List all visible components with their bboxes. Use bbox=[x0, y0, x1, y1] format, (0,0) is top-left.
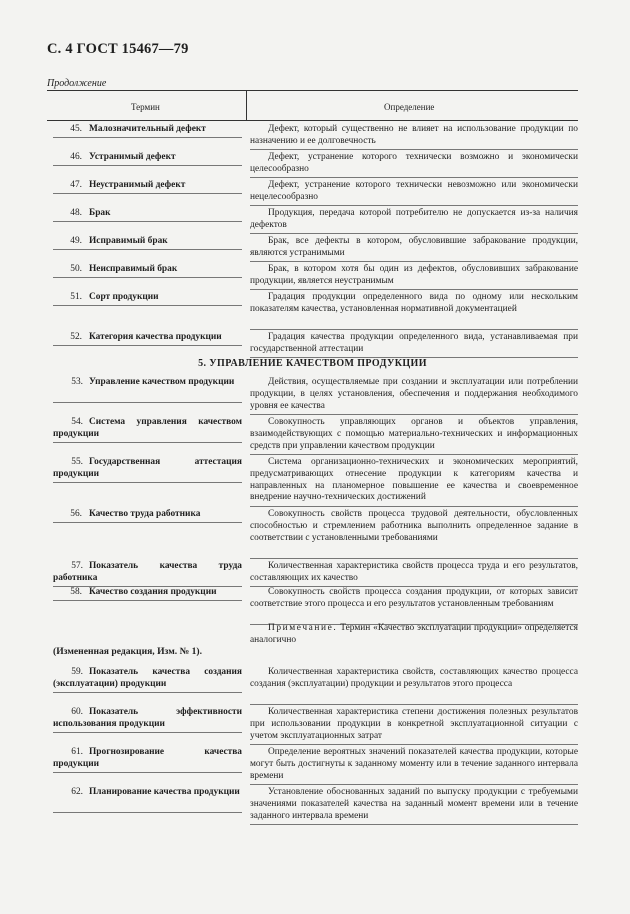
term-name: Государственная аттестация продукции bbox=[53, 457, 242, 479]
term-definition: Брак, все дефекты в котором, обусловившие забракование продукции, являются устранимыми bbox=[250, 236, 578, 258]
term-number: 58. bbox=[70, 587, 82, 597]
continuation-label: Продолжение bbox=[47, 78, 107, 89]
term-definition: Совокупность управляющих органов и объектов управления, взаимодействующих с помощью материально-технических и информационных средств при управлении качеством продукции bbox=[250, 417, 578, 451]
term-divider bbox=[53, 732, 242, 733]
row-divider bbox=[250, 329, 578, 330]
term-name: Неисправимый брак bbox=[89, 264, 178, 274]
term-name: Показатель качества создания (эксплуатации) продукции bbox=[53, 667, 242, 689]
term-definition: Определение вероятных значений показателей качества продукции, которые могут быть достигнуты к заданному моменту или в течение заданного интервала времени bbox=[250, 747, 578, 781]
term-definition: Дефект, устранение которого технически невозможно или экономически нецелесообразно bbox=[250, 180, 578, 202]
term-name: Неустранимый дефект bbox=[89, 180, 186, 190]
note-block bbox=[250, 623, 578, 647]
term-name: Качество создания продукции bbox=[89, 587, 217, 597]
term-definition: Система организационно-технических и экономических мероприятий, предусматривающих отнесение продукции к категориям качества и направленных на планомерное повышение ее качества и своевременное внедрение научно-технических достижений bbox=[250, 457, 578, 503]
row-divider bbox=[250, 261, 578, 262]
term-number: 56. bbox=[70, 509, 82, 519]
table-top-rule bbox=[47, 90, 578, 91]
row-divider bbox=[250, 506, 578, 507]
term-divider bbox=[53, 221, 242, 222]
term-name: Исправимый брак bbox=[89, 236, 168, 246]
row-divider bbox=[250, 558, 578, 559]
term-definition: Дефект, устранение которого технически возможно и экономически целесообразно bbox=[250, 152, 578, 174]
row-divider bbox=[250, 149, 578, 150]
term-name: Система управления качеством продукции bbox=[53, 417, 242, 439]
term-definition: Дефект, который существенно не влияет на использование продукции по назначению и ее долговечность bbox=[250, 124, 578, 146]
term-number-inline: 61. bbox=[71, 747, 83, 757]
row-divider bbox=[250, 357, 578, 358]
amendment-note: (Измененная редакция, Изм. № 1). bbox=[53, 646, 203, 657]
column-divider bbox=[246, 90, 247, 121]
page-header: С. 4 ГОСТ 15467—79 bbox=[47, 41, 189, 57]
term-number: 52. bbox=[70, 332, 82, 342]
term-definition: Установление обоснованных заданий по выпуску продукции с требуемыми значениями показателей качества на заданный момент времени или в течение заданного интервала времени bbox=[250, 787, 578, 821]
term-definition: Градация продукции определенного вида по одному или нескольким показателям качества, установленная нормативной документацией bbox=[250, 292, 578, 314]
term-definition: Продукция, передача которой потребителю не допускается из-за наличия дефектов bbox=[250, 208, 578, 230]
term-divider bbox=[53, 600, 242, 601]
row-divider bbox=[250, 177, 578, 178]
term-divider bbox=[53, 402, 242, 403]
row-divider bbox=[250, 784, 578, 785]
term-number: 47. bbox=[70, 180, 82, 190]
table-header-rule bbox=[47, 120, 578, 121]
term-divider bbox=[53, 345, 242, 346]
term-divider bbox=[53, 249, 242, 250]
column-header-definition: Определение bbox=[384, 102, 435, 112]
term-name: Показатель качества труда работника bbox=[53, 561, 242, 583]
term-number: 50. bbox=[70, 264, 82, 274]
term-divider bbox=[53, 193, 242, 194]
term-name: Качество труда работника bbox=[89, 509, 201, 519]
term-number-inline: 53. bbox=[71, 377, 83, 387]
term-name: Планирование качества продукции bbox=[89, 787, 240, 797]
term-definition: Брак, в котором хотя бы один из дефектов, обусловивших забракование продукции, является неустранимым bbox=[250, 264, 578, 286]
row-divider bbox=[250, 414, 578, 415]
term-divider bbox=[53, 305, 242, 306]
term-number: 51. bbox=[70, 292, 82, 302]
term-definition: Действия, осуществляемые при создании и эксплуатации или потреблении продукции, в целях установления, обеспечения и поддержания необходимого уровня ее качества bbox=[250, 377, 578, 411]
term-definition: Количественная характеристика свойств, составляющих качество процесса создания (эксплуатации) продукции и результатов этого процесса bbox=[250, 667, 578, 689]
row-divider bbox=[250, 744, 578, 745]
term-number-inline: 60. bbox=[71, 707, 83, 717]
term-definition: Совокупность свойств процесса трудовой деятельности, обусловленных способностью и стремлением работника выполнить определенное задание в соответствии с установленными требованиями bbox=[250, 509, 578, 543]
term-divider bbox=[53, 482, 242, 483]
term-definition: Количественная характеристика свойств процесса труда и его результатов, составляющих их качество bbox=[250, 561, 578, 583]
row-divider bbox=[250, 289, 578, 290]
term-name: Категория качества продукции bbox=[89, 332, 222, 342]
term-divider bbox=[53, 165, 242, 166]
term-number: 45. bbox=[70, 124, 82, 134]
term-name: Малозначительный дефект bbox=[89, 124, 206, 134]
term-divider bbox=[53, 812, 242, 813]
term-name: Управление качеством продукции bbox=[89, 377, 235, 387]
term-name: Устранимый дефект bbox=[89, 152, 176, 162]
term-number: 46. bbox=[70, 152, 82, 162]
note-label: Примечание. bbox=[268, 623, 338, 633]
term-name: Брак bbox=[89, 208, 111, 218]
term-definition: Совокупность свойств процесса создания продукции, от которых зависит соответствие этого процесса и его результатов установленным требованиям bbox=[250, 587, 578, 609]
term-number: 48. bbox=[70, 208, 82, 218]
term-number-inline: 62. bbox=[71, 787, 83, 797]
row-divider bbox=[250, 704, 578, 705]
term-number-inline: 54. bbox=[71, 417, 83, 427]
term-divider bbox=[53, 692, 242, 693]
term-number: 49. bbox=[70, 236, 82, 246]
term-number-inline: 55. bbox=[71, 457, 83, 467]
term-number-inline: 59. bbox=[71, 667, 83, 677]
term-name: Сорт продукции bbox=[89, 292, 159, 302]
term-number-inline: 57. bbox=[71, 561, 83, 571]
term-divider bbox=[53, 772, 242, 773]
note-text: Термин «Качество эксплуатации продукции» определяется аналогично bbox=[250, 623, 578, 645]
row-divider bbox=[250, 233, 578, 234]
term-definition: Градация качества продукции определенного вида, устанавливаемая при государственной аттестации bbox=[250, 332, 578, 354]
term-divider bbox=[53, 137, 242, 138]
term-divider bbox=[53, 522, 242, 523]
column-header-term: Термин bbox=[131, 102, 160, 112]
term-divider bbox=[53, 277, 242, 278]
row-divider bbox=[250, 824, 578, 825]
row-divider bbox=[250, 205, 578, 206]
term-divider bbox=[53, 442, 242, 443]
section-title: 5. УПРАВЛЕНИЕ КАЧЕСТВОМ ПРОДУКЦИИ bbox=[198, 358, 427, 369]
term-definition: Количественная характеристика степени достижения полезных результатов при использовании продукции в конкретной эксплуатационной ситуации с учетом эксплуатационных затрат bbox=[250, 707, 578, 741]
term-name: Прогнозирование качества продукции bbox=[53, 747, 242, 769]
row-divider bbox=[250, 454, 578, 455]
term-name: Показатель эффективности использования продукции bbox=[53, 707, 242, 729]
